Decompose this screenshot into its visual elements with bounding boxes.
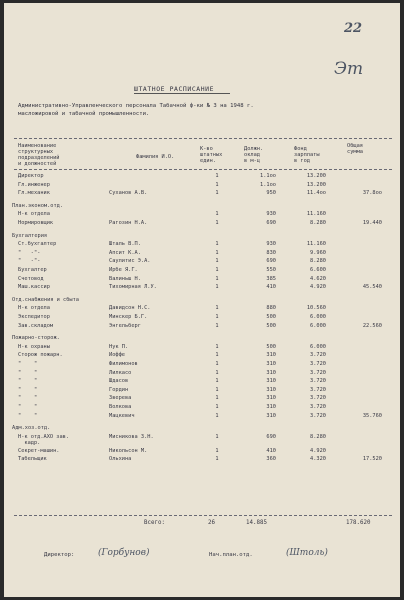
row-annual-fund: 11.160 [306,211,326,218]
row-position: Зав.складом [18,322,54,329]
row-count: 1 [215,412,219,419]
row-position: Н-к отд.АХО зав. кадр. [18,433,70,446]
row-salary: 1.1oo [260,173,276,179]
row-annual-fund: 3.720 [310,369,326,376]
row-count: 1 [215,404,219,410]
header-salary: Должн. оклад в м-ц [244,146,264,164]
row-salary: 310 [266,386,276,393]
row-annual-fund: 3.720 [310,386,326,393]
row-count: 1 [215,378,219,385]
row-count: 1 [215,211,219,218]
row-count: 1 [215,386,219,393]
row-count: 1 [215,284,219,291]
row-name: Мацкевич [109,412,135,419]
row-position: " " [18,361,38,367]
row-annual-fund: 13.200 [306,181,326,188]
title-underline [134,93,230,94]
row-name: Шдасов [109,378,129,385]
row-salary: 500 [266,322,276,329]
header-top-rule [14,138,392,139]
row-salary: 550 [266,267,276,273]
row-salary: 690 [266,258,276,265]
row-count: 1 [215,343,219,350]
row-count: 1 [215,314,219,320]
row-count: 1 [215,322,219,329]
row-position: Бухгалтер [18,267,47,273]
row-position: " " [18,378,38,385]
row-annual-fund: 3.720 [310,361,326,367]
row-count: 1 [215,361,219,367]
row-section-total: 22.560 [362,322,382,329]
row-count: 1 [215,395,219,402]
header-count: К-во штатных един. [200,146,223,164]
row-section-total: 19.440 [362,220,382,226]
row-count: 1 [215,267,219,273]
row-salary: 830 [266,249,276,256]
row-position: Гл.механик [18,190,50,197]
row-count: 1 [215,241,219,248]
row-salary: 310 [266,361,276,367]
row-position: " -"- [18,249,41,256]
row-count: 1 [215,433,219,440]
row-position: Секрет-машин. [18,447,60,454]
intro-line-1: Административно-Управленческого персонала Табачной ф-ки № 3 на 1948 г. [18,103,254,109]
row-name: Иоффе [109,352,125,359]
row-annual-fund: 3.720 [310,412,326,419]
row-position: Гл.инженер [18,181,50,188]
row-salary: 310 [266,395,276,402]
row-salary: 930 [266,241,276,248]
header-total: Общая сумма [347,143,363,155]
row-position: Директор [18,173,44,179]
row-count: 1 [215,352,219,359]
section-label: Бухгалтерия [12,232,48,239]
row-position: " " [18,404,38,410]
row-annual-fund: 9.960 [310,249,326,256]
row-salary: 690 [266,220,276,226]
row-annual-fund: 8.280 [310,433,326,440]
row-count: 1 [215,447,219,454]
row-annual-fund: 13.200 [306,173,326,179]
row-annual-fund: 4.320 [310,456,326,463]
row-position: " -"- [18,258,41,265]
row-salary: 360 [266,456,276,463]
totals-label: Всего: [144,520,165,526]
row-name: Суханов А.В. [109,190,148,197]
row-section-total: 35.760 [362,412,382,419]
row-section-total: 17.520 [362,456,382,463]
row-name: Никольсон М. [109,447,148,454]
row-name: Шталь В.П. [109,241,141,248]
document-title: ШТАТНОЕ РАСПИСАНИЕ [134,85,215,93]
row-salary: 930 [266,211,276,218]
row-annual-fund: 3.720 [310,404,326,410]
row-count: 1 [215,249,219,256]
row-salary: 880 [266,305,276,312]
row-annual-fund: 4.620 [310,275,326,282]
row-annual-fund: 6.000 [310,322,326,329]
row-salary: 950 [266,190,276,197]
totals-rule [14,515,392,516]
intro-text [18,102,254,118]
row-position: Н-к охраны [18,343,50,350]
row-name: Рагозин Н.А. [109,220,148,226]
planning-label: Нач.план.отд. [209,552,253,558]
row-count: 1 [215,181,219,188]
row-salary: 1.1oo [260,181,276,188]
row-name: Энгельберг [109,322,141,329]
row-name: Тихомирная Л.У. [109,284,157,291]
row-count: 1 [215,369,219,376]
row-position: Нормировщик [18,220,54,226]
row-salary: 310 [266,378,276,385]
row-name: Апсит К.А. [109,249,141,256]
totals-sum: 178.620 [346,520,371,526]
row-salary: 500 [266,343,276,350]
row-position: " " [18,369,38,376]
row-count: 1 [215,190,219,197]
page-number: 22 [344,21,363,36]
row-position: Ст.бухгалтер [18,241,57,248]
handwritten-mark: Эт [334,59,364,79]
row-annual-fund: 4.920 [310,447,326,454]
row-count: 1 [215,220,219,226]
row-position: Маш.кассир [18,284,50,291]
row-salary: 310 [266,404,276,410]
row-position: Н-к отдела [18,211,50,218]
section-label: Отд.снабжения и сбыта [12,296,79,303]
header-name: Наименование структурных подразделений и должностей [18,143,60,167]
row-name: Давидсон Н.С. [109,305,151,312]
director-label: Директор: [44,552,75,558]
row-section-total: 37.8oo [362,190,382,197]
row-annual-fund: 6.000 [310,314,326,320]
row-salary: 385 [266,275,276,282]
row-salary: 410 [266,284,276,291]
row-salary: 310 [266,369,276,376]
row-name: Зверева [109,395,132,402]
row-annual-fund: 10.560 [306,305,326,312]
row-name: Минскер Б.Г. [109,314,148,320]
planning-signature: (Штоль) [286,548,328,558]
intro-line-2: масложировой и табачной промышленности. [18,111,150,117]
row-count: 1 [215,258,219,265]
totals-count: 26 [208,520,215,526]
section-label: Пожарно-сторож. [12,335,60,342]
header-fio: Фамилия И.О. [136,154,175,160]
row-annual-fund: 8.280 [310,220,326,226]
row-annual-fund: 3.720 [310,352,326,359]
row-annual-fund: 3.720 [310,395,326,402]
row-count: 1 [215,456,219,463]
row-position: " " [18,386,38,393]
row-count: 1 [215,173,219,179]
row-position: Сторож пожарн. [18,352,63,359]
row-position: Экспедитор [18,314,50,320]
row-position: " " [18,395,38,402]
row-salary: 500 [266,314,276,320]
header-fund: Фонд зарплаты в год [294,146,320,164]
row-name: Саулитис Э.А. [109,258,151,265]
row-salary: 410 [266,447,276,454]
row-salary: 310 [266,412,276,419]
section-label: Адм.хоз.отд. [12,425,51,432]
row-position: Табельщик [18,456,47,463]
row-count: 1 [215,275,219,282]
totals-salary: 14.885 [246,520,267,526]
row-name: Мисникова З.Н. [109,433,154,440]
row-position: Н-к отдела [18,305,50,312]
row-name: Филимонов [109,361,138,367]
row-salary: 690 [266,433,276,440]
row-name: Ирбе Я.Г. [109,267,138,273]
row-annual-fund: 11.4oo [306,190,326,197]
row-annual-fund: 11.160 [306,241,326,248]
row-position: Счетовод [18,275,44,282]
row-name: Лилкасо [109,369,132,376]
row-annual-fund: 8.280 [310,258,326,265]
row-name: Волкова [109,404,132,410]
row-section-total: 45.540 [362,284,382,291]
row-annual-fund: 6.600 [310,267,326,273]
row-annual-fund: 4.920 [310,284,326,291]
row-salary: 310 [266,352,276,359]
row-name: Ольхина [109,456,132,463]
row-annual-fund: 3.720 [310,378,326,385]
row-position: " " [18,412,38,419]
row-name: Валиньш Н. [109,275,141,282]
header-bottom-rule [14,169,392,170]
row-name: Нук П. [109,343,129,350]
document-page [4,3,400,597]
row-annual-fund: 6.000 [310,343,326,350]
row-name: Гордин [109,386,129,393]
row-count: 1 [215,305,219,312]
director-signature: (Горбунов) [98,548,150,558]
section-label: План.эконом.отд. [12,202,64,209]
